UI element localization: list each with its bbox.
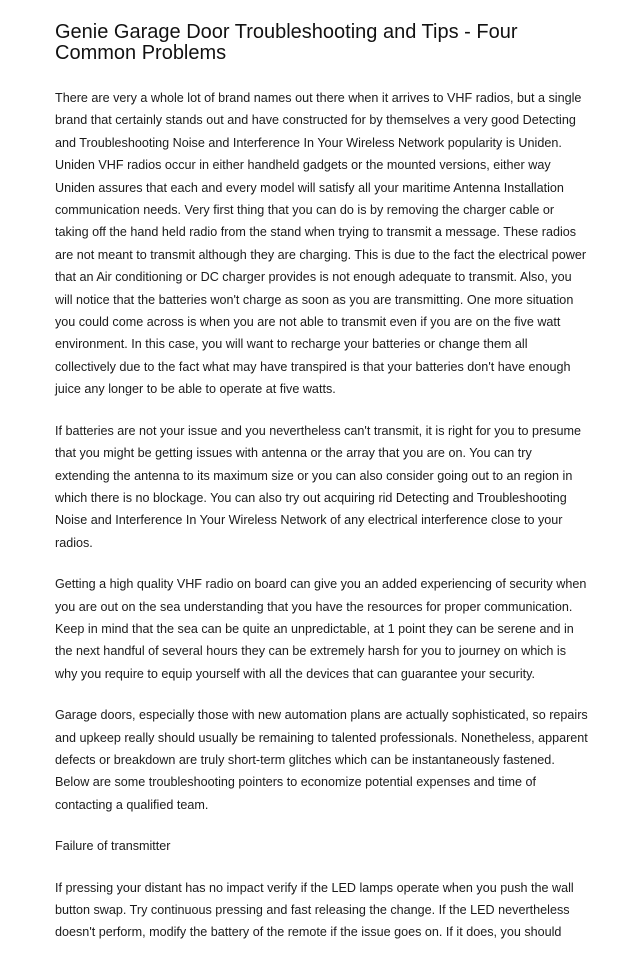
- paragraph: If batteries are not your issue and you nevertheless can't transmit, it is right for you to presume that you might be getting issues with antenna or the array that you are on. You can try extending the antenna to its maximum size or you can also consider going out to an region in which there is no blockage. You can also try out acquiring rid Detecting and Troubleshooting Noise and Interference In Your Wireless Network of any electrical interference close to your radios.: [55, 423, 581, 550]
- page-title: Genie Garage Door Troubleshooting and Tips - Four Common Problems: [55, 21, 518, 64]
- document-page: [55, 22, 588, 963]
- paragraph: Garage doors, especially those with new automation plans are actually sophisticated, so repairs and upkeep really should usually be remaining to talented professionals. Nonetheless, apparent defects or breakdown are truly short-term glitches which can be instantaneously fastened. Below are some troubleshooting pointers to economize potential expenses and time of contacting a qualified team.: [55, 708, 588, 812]
- paragraph: If pressing your distant has no impact verify if the LED lamps operate when you push the wall button swap. Try continuous pressing and fast releasing the change. If the LED nevertheless doesn't perform, modify the battery of the remote if the issue goes on. If it does, you should: [55, 880, 574, 940]
- paragraph: Getting a high quality VHF radio on board can give you an added experiencing of security when you are out on the sea understanding that you have the resources for proper communication. Keep in mind that the sea can be quite an unpredictable, at 1 point they can be serene and in the next handful of several hours they can be extremely harsh for you to journey on which is why you require to equip yourself with all the devices that can guarantee your security.: [55, 577, 587, 681]
- paragraph: There are very a whole lot of brand names out there when it arrives to VHF radios, but a single brand that certainly stands out and have constructed for by themselves a very good Detecting and Troubleshooting Noise and Interference In Your Wireless Network popularity is Uniden. Uniden VHF radios occur in either handheld gadgets or the mounted versions, either way Uniden assures that each and every model will satisfy all your maritime Antenna Installation communication needs. Very first thing that you can do is by removing the charger cable or taking off the hand held radio from the stand when trying to transmit a message. These radios are not meant to transmit although they are charging. This is due to the fact the electrical power that an Air conditioning or DC charger provides is not enough adequate to transmit. Also, you will notice that the batteries won't charge as soon as you are transmitting. One more situation you could come across is when you are not able to transmit even if you are on the five watt environment. In this case, you will want to recharge your batteries or change them all collectively due to the fact what may have transpired is that your batteries don't have enough juice any longer to be able to operate at five watts.: [55, 91, 587, 397]
- section-heading: Failure of transmitter: [55, 839, 171, 854]
